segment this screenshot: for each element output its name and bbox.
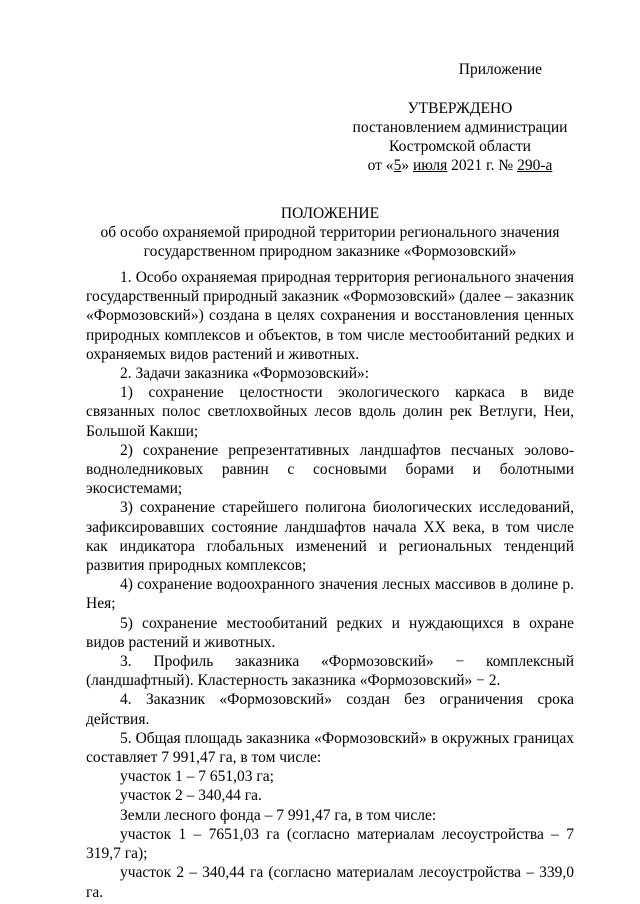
- date-prefix: от «: [367, 157, 394, 174]
- forest-lands: Земли лесного фонда – 7 991,47 га, в том числе:: [120, 806, 437, 824]
- paragraph-2-3: 3) сохранение старейшего полигона биологических исследований, зафиксировавших состояние ландшафтов начала XX века, в том числе как индикатора глобальных изменений и региональных тенденций развития природных комплексов;: [86, 499, 574, 575]
- document-body: [86, 268, 574, 902]
- document-title: [86, 204, 574, 261]
- title-line-2: государственном природном заказнике «Формозовский»: [143, 243, 517, 260]
- paragraph-2-2: 2) сохранение репрезентативных ландшафтов песчаных эолово-водноледниковых равнин с сосновыми борами и болотными экосистемами;: [86, 441, 574, 498]
- paragraph-1: 1. Особо охраняемая природная территория регионального значения государственный природный заказник «Формозовский» (далее – заказник «Формозовский») создана в целях сохранения и восстановления ценных природных комплексов и объектов, в том числе местообитаний редких и охраняемых видов растений и животных.: [86, 269, 574, 363]
- title-line-1: об особо охраняемой природной территории регионального значения: [100, 224, 560, 241]
- forest-plot-2: участок 2 – 340,44 га (согласно материалам лесоустройства – 339,0 га.: [86, 864, 574, 901]
- region-line: Костромской области: [389, 138, 531, 155]
- date-day: 5: [393, 157, 402, 174]
- paragraph-2-4: 4) сохранение водоохранного значения лесных массивов в долине р. Нея;: [86, 576, 574, 613]
- date-year: 2021 г. №: [447, 157, 518, 174]
- date-mid: »: [401, 157, 413, 174]
- date-line: [340, 156, 580, 175]
- paragraph-2-5: 5) сохранение местообитаний редких и нуждающихся в охране видов растений и животных.: [86, 614, 574, 651]
- appendix-label: Приложение: [458, 61, 542, 78]
- doc-number: 290-а: [517, 157, 553, 174]
- area-plot-2: участок 2 – 340,44 га.: [120, 787, 262, 805]
- resolution-line: постановлением администрации: [352, 119, 568, 136]
- date-month: июля: [412, 157, 448, 174]
- approved-label: УТВЕРЖДЕНО: [407, 100, 513, 117]
- paragraph-3: 3. Профиль заказника «Формозовский» − комплексный (ландшафтный). Кластерность заказника «Формозовский» − 2.: [86, 653, 574, 690]
- forest-plot-1: участок 1 – 7651,03 га (согласно материалам лесоустройства – 7 319,7 га);: [86, 825, 574, 863]
- title-heading: ПОЛОЖЕНИЕ: [280, 205, 380, 222]
- area-plot-1: участок 1 – 7 651,03 га;: [120, 768, 274, 786]
- paragraph-2-1: 1) сохранение целостности экологического каркаса в виде связанных полос светлохвойных лесов вдоль долин рек Ветлуги, Неи, Большой Какши;: [86, 384, 574, 440]
- approval-block: [340, 60, 580, 175]
- paragraph-2: 2. Задачи заказника «Формозовский»:: [120, 365, 370, 383]
- paragraph-5: 5. Общая площадь заказника «Формозовский» в окружных границах составляет 7 991,47 га, в том числе:: [86, 729, 574, 767]
- paragraph-4: 4. Заказник «Формозовский» создан без ограничения срока действия.: [86, 691, 574, 728]
